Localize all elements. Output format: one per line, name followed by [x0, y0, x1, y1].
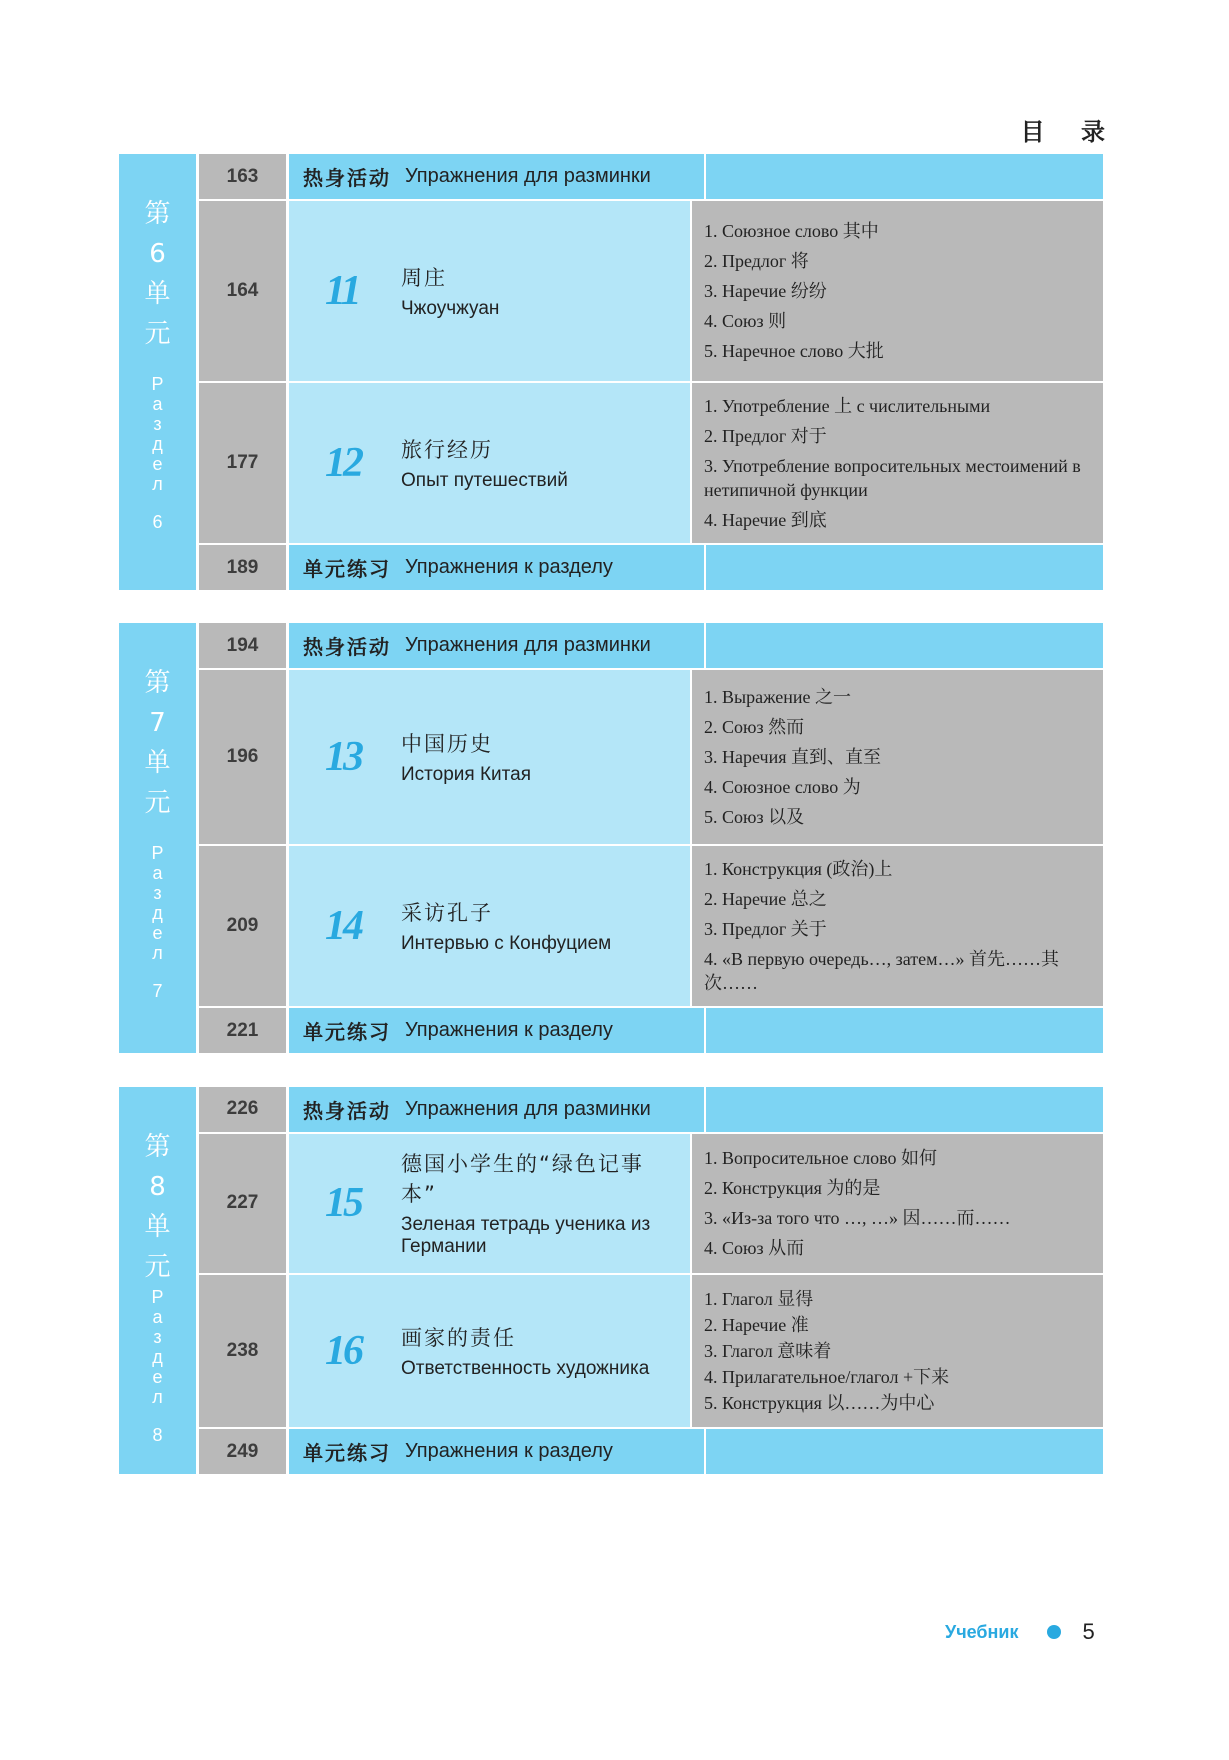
lesson-number: 11	[325, 268, 359, 314]
section-ru: Упражнения для разминки	[405, 634, 651, 656]
lesson-title-ru: История Китая	[401, 764, 531, 785]
grammar-item: 5. Конструкция 以……为中心	[704, 1393, 935, 1414]
grammar-item: 4. Союз 从而	[704, 1238, 805, 1259]
unit-side-label	[119, 1087, 196, 1474]
grammar-list	[692, 670, 1103, 844]
lesson-number: 15	[325, 1180, 361, 1227]
grammar-item: 2. Предлог 将	[704, 251, 809, 271]
lesson-title-ru: Чжоучжуан	[401, 298, 500, 319]
bullet-dot-icon	[1047, 1625, 1061, 1639]
toc-row-warmup[interactable]	[196, 1087, 1103, 1132]
lesson-title-ru: Зеленая тетрадь ученика из Германии	[401, 1214, 651, 1258]
grammar-item: 3. «Из-за того что …, …» 因……而……	[704, 1208, 1011, 1229]
section-ru: Упражнения к разделу	[405, 556, 613, 578]
lesson-title-ru: Интервью с Конфуцием	[401, 933, 612, 954]
lesson-title-zh: 旅行经历	[401, 438, 493, 462]
lesson-title-ru: Опыт путешествий	[401, 470, 568, 491]
grammar-list	[692, 383, 1103, 543]
lesson-number: 12	[325, 440, 361, 486]
unit-ru-label: Р а з д е л 6	[151, 374, 164, 532]
section-zh: 热身活动	[303, 166, 391, 190]
lesson-number: 16	[325, 1328, 361, 1375]
grammar-item: 5. Наречное слово 大批	[704, 341, 884, 361]
section-zh: 热身活动	[303, 635, 391, 659]
grammar-item: 4. Союз 则	[704, 311, 787, 331]
grammar-item: 1. Вопросительное слово 如何	[704, 1148, 937, 1169]
grammar-item: 3. Наречие 纷纷	[704, 281, 827, 301]
grammar-item: 3. Глагол 意味着	[704, 1341, 832, 1362]
section-zh: 单元练习	[303, 1020, 391, 1044]
page-number-footer: 5	[1082, 1619, 1095, 1644]
toc-row-exercises[interactable]	[196, 1006, 1103, 1053]
page-number: 177	[196, 383, 289, 543]
toc-row-lesson-12[interactable]	[196, 381, 1103, 543]
page-title: 目 录	[1020, 118, 1119, 146]
toc-row-exercises[interactable]	[196, 1427, 1103, 1474]
grammar-list	[692, 1275, 1103, 1427]
grammar-item: 1. Союзное слово 其中	[704, 221, 879, 241]
grammar-item: 3. Предлог 关于	[704, 919, 827, 939]
unit-side-label	[119, 154, 196, 590]
lesson-title-zh: 采访孔子	[401, 901, 493, 925]
grammar-list	[692, 201, 1103, 381]
unit-ru-label: Р а з д е л 7	[151, 843, 164, 1001]
unit-6-block	[119, 154, 1103, 590]
unit-7-block	[119, 623, 1103, 1053]
grammar-item: 2. Союз 然而	[704, 717, 805, 737]
grammar-item: 4. Прилагательное/глагол +下来	[704, 1367, 950, 1388]
grammar-item: 4. Союзное слово 为	[704, 777, 861, 797]
grammar-item: 1. Употребление 上 с числительными	[704, 396, 991, 416]
lesson-title-zh: 周庄	[401, 266, 447, 290]
toc-row-lesson-16[interactable]	[196, 1273, 1103, 1427]
section-ru: Упражнения к разделу	[405, 1019, 613, 1041]
lesson-title-zh: 德国小学生的“绿色记事本”	[401, 1152, 644, 1207]
grammar-item: 2. Наречие 准	[704, 1315, 809, 1336]
toc-row-lesson-11[interactable]	[196, 199, 1103, 381]
footer-brand-label: Учебник	[945, 1621, 1019, 1642]
page-footer	[945, 1619, 1095, 1645]
page-number: 164	[196, 201, 289, 381]
grammar-list	[692, 1134, 1103, 1273]
grammar-item: 1. Выражение 之一	[704, 687, 852, 707]
lesson-title-zh: 画家的责任	[401, 1326, 516, 1351]
section-ru: Упражнения для разминки	[405, 1097, 651, 1120]
unit-side-label	[119, 623, 196, 1053]
grammar-item: 2. Предлог 对于	[704, 426, 827, 446]
page-number: 238	[196, 1275, 289, 1427]
toc-row-warmup[interactable]	[196, 623, 1103, 668]
grammar-item: 4. «В первую очередь…, затем…» 首先……其次……	[704, 949, 1060, 993]
toc-row-lesson-13[interactable]	[196, 668, 1103, 844]
grammar-item: 4. Наречие 到底	[704, 510, 827, 530]
lesson-number: 14	[325, 903, 361, 949]
page-number: 221	[196, 1008, 289, 1053]
page-number: 194	[196, 623, 289, 668]
grammar-item: 2. Конструкция 为的是	[704, 1178, 881, 1199]
grammar-item: 1. Глагол 显得	[704, 1289, 814, 1310]
unit-ru-label: Р а з д е л 8	[151, 1287, 164, 1445]
toc-row-warmup[interactable]	[196, 154, 1103, 199]
unit-8-block	[119, 1087, 1103, 1474]
grammar-item: 5. Союз 以及	[704, 807, 805, 827]
toc-row-exercises[interactable]	[196, 543, 1103, 590]
lesson-title-ru: Ответственность художника	[401, 1358, 650, 1380]
unit-zh-label: 第 6 单 元	[144, 199, 171, 349]
grammar-item: 3. Наречия 直到、直至	[704, 747, 881, 767]
page-number: 249	[196, 1429, 289, 1474]
page-number: 209	[196, 846, 289, 1006]
grammar-item: 3. Употребление вопросительных местоимений в нетипичной функции	[704, 456, 1081, 500]
page-number: 196	[196, 670, 289, 844]
page-number: 189	[196, 545, 289, 590]
lesson-number: 13	[325, 734, 361, 780]
page-number: 226	[196, 1087, 289, 1132]
grammar-item: 1. Конструкция (政治)上	[704, 859, 893, 879]
section-ru: Упражнения для разминки	[405, 165, 651, 187]
grammar-list	[692, 846, 1103, 1006]
section-zh: 单元练习	[303, 557, 391, 581]
grammar-item: 2. Наречие 总之	[704, 889, 827, 909]
unit-zh-label: 第 8 单 元	[144, 1132, 171, 1282]
unit-zh-label: 第 7 单 元	[144, 668, 171, 818]
section-ru: Упражнения к разделу	[405, 1440, 613, 1463]
section-zh: 热身活动	[303, 1098, 391, 1123]
toc-row-lesson-14[interactable]	[196, 844, 1103, 1006]
section-zh: 单元练习	[303, 1441, 391, 1466]
page-number: 227	[196, 1134, 289, 1273]
page-number: 163	[196, 154, 289, 199]
toc-row-lesson-15[interactable]	[196, 1132, 1103, 1273]
lesson-title-zh: 中国历史	[401, 732, 493, 756]
